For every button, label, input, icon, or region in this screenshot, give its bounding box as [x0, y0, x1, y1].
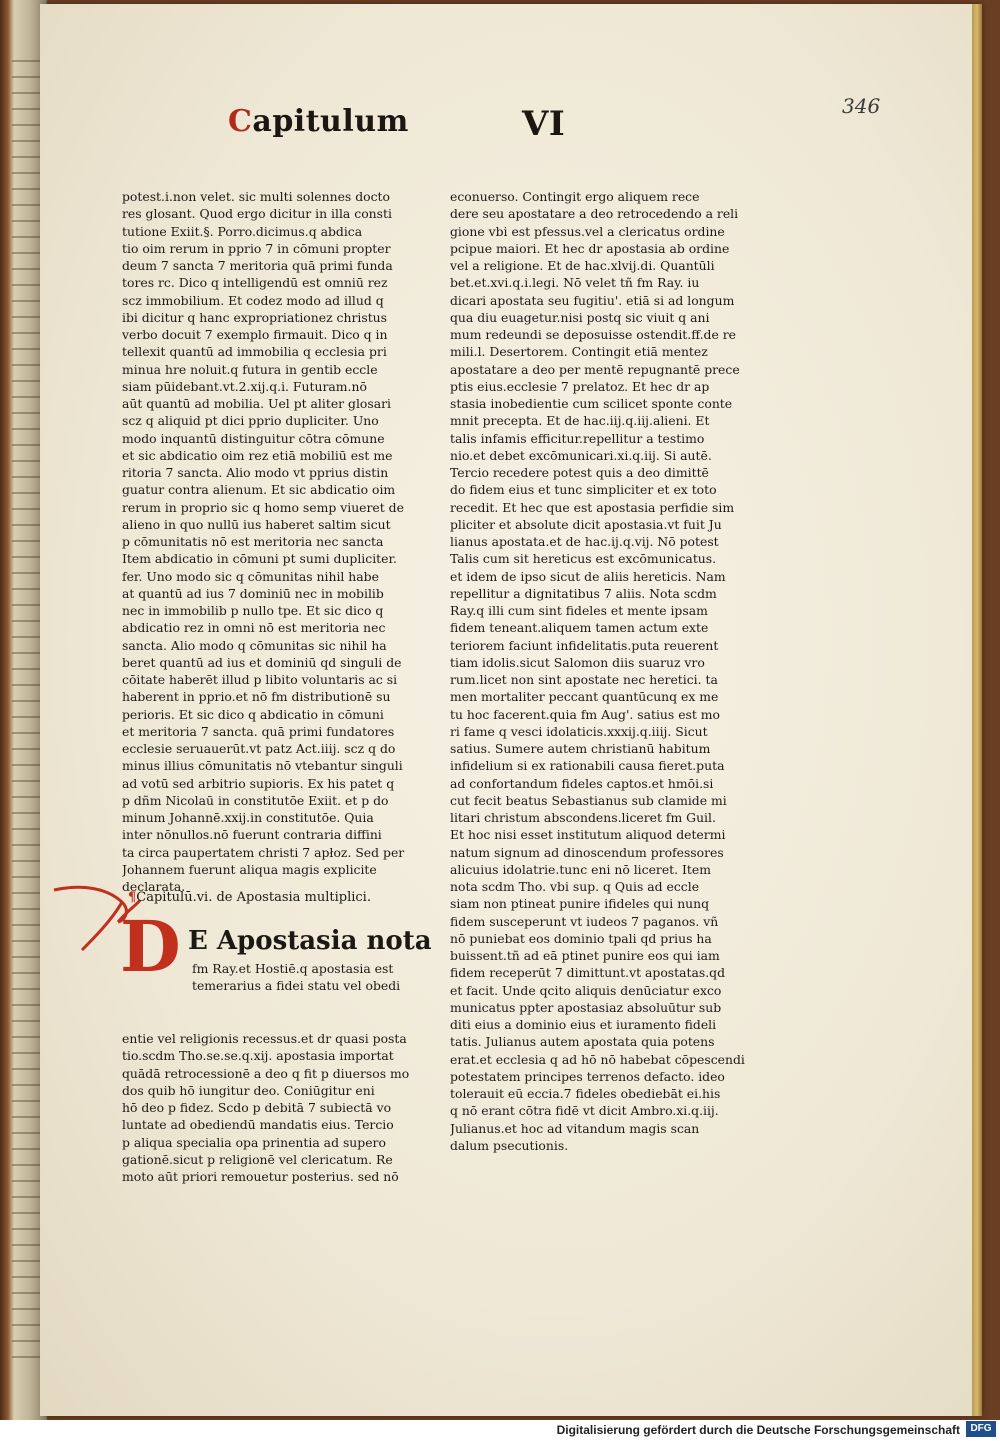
text-line: pcipue maiori. Et hec dr apostasia ab ordine [450, 240, 730, 256]
text-line: Talis cum sit hereticus est excōmunicatus. [450, 551, 717, 567]
text-line: Tercio recedere potest quis a deo dimittē [450, 465, 709, 480]
text-line: siam non ptineat punire ifideles qui nunq [450, 896, 710, 912]
pilcrow-mark: ¶ [128, 890, 137, 905]
text-line: recedit. Et hec que est apostasia perfidie sim [450, 499, 735, 515]
text-line: nec in immobilib p nullo tpe. Et sic dico q [122, 603, 384, 618]
text-line: talis infamis efficitur.repellitur a testimo [450, 430, 705, 446]
text-line: municatus ppter apostasiaz absoluūtur sub [450, 999, 722, 1015]
initial-adjacent-lines [192, 960, 432, 995]
left-column-continuation [122, 1030, 434, 1185]
text-line: et idem de ipso sicut de aliis hereticis. Nam [450, 568, 726, 584]
text-line: minua hre noluit.q futura in gentib eccle [122, 361, 378, 377]
text-line: gione vbi est pfessus.vel a clericatus ordine [450, 223, 725, 239]
text-line: natum signum ad dinoscendum professores [450, 844, 724, 860]
running-head-rest: apitulum [252, 104, 409, 139]
text-line: dicari apostata seu fugitiu'. etiā si ad longum [450, 292, 735, 308]
text-line: qua diu euagetur.nisi postq sic viuit q ani [450, 309, 710, 325]
text-line: siam pūidebant.vt.2.xij.q.i. Futuram.nō [122, 378, 367, 394]
text-line: repellitur a dignitatibus 7 aliis. Nota scdm [450, 585, 717, 601]
text-line: nota scdm Tho. vbi sup. q Quis ad eccle [450, 879, 700, 894]
text-line: beret quantū ad ius et dominiū qd singuli de [122, 654, 402, 670]
text-line: guatur contra alienum. Et sic abdicatio oim [122, 482, 396, 498]
text-line: erat.et ecclesia q ad hō nō habebat cōpescendi [450, 1051, 745, 1067]
text-line: luntate ad obediendū mandatis eius. Tercio [122, 1117, 394, 1133]
text-line: tellexit quantū ad immobilia q ecclesia pri [122, 344, 387, 360]
text-line: Johannem fuerunt aliqua magis explicite [122, 861, 377, 877]
text-line: infidelium si ex rationabili causa fieret.puta [450, 758, 725, 774]
text-line: entie vel religionis recessus.et dr quasi posta [122, 1031, 407, 1046]
text-line: at quantū ad ius 7 dominiū nec in mobilib [122, 585, 384, 601]
text-line: men mortaliter peccant quantūcunq ex me [450, 689, 719, 705]
text-line: pliciter et absolute dicit apostasia.vt fuit Ju [450, 516, 722, 532]
text-line: res glosant. Quod ergo dicitur in illa consti [122, 206, 392, 222]
text-line: p cōmunitatis nō est meritoria nec sancta [122, 534, 384, 549]
text-line: ptis eius.ecclesie 7 prelatoz. Et hec dr ap [450, 378, 710, 394]
text-line: Et hoc nisi esset institutum aliquod determi [450, 827, 726, 843]
text-line: ibi dicitur q hanc expropriationez christus [122, 309, 388, 325]
chapter-rubric-text: Capitulū.vi. de Apostasia multiplici. [136, 890, 371, 905]
chapter-opening-heading: E Apostasia nota [188, 926, 432, 956]
left-column [122, 188, 434, 895]
text-line: temerarius a fidei statu vel obedi [192, 978, 401, 994]
text-line: mili.l. Desertorem. Contingit etiā mentez [450, 344, 708, 360]
chapter-roman-numeral: VI [522, 104, 566, 144]
text-line: cōitate haberēt illud p libito voluntaris ac si [122, 672, 398, 687]
funding-credit: Digitalisierung gefördert durch die Deutsche Forschungsgemeinschaft [556, 1423, 960, 1437]
text-line: stasia inobedientie cum scilicet sponte conte [450, 396, 733, 411]
text-line: vel a religione. Et de hac.xlvij.di. Quantūli [450, 258, 715, 273]
text-line: tatis. Julianus autem apostata quia potens [450, 1034, 715, 1050]
right-column [450, 188, 755, 1154]
text-line: econuerso. Contingit ergo aliquem rece [450, 189, 700, 204]
text-line: tolerauit eū eccia.7 fideles obediebāt ei.his [450, 1086, 721, 1101]
text-line: q nō erant cōtra fidē vt dicit Ambro.xi.q.iij. [450, 1103, 719, 1119]
text-line: aūt quantū ad mobilia. Uel pt aliter glosari [122, 396, 392, 411]
text-line: potestatem principes terrenos defacto. ideo [450, 1068, 725, 1084]
text-line: tio.scdm Tho.se.se.q.xij. apostasia importat [122, 1048, 394, 1064]
text-line: perioris. Et sic dico q abdicatio in cōmuni [122, 706, 384, 722]
text-line: apostatare a deo per mentē repugnantē prece [450, 361, 740, 377]
text-line: do fidem eius et tunc simpliciter et ex toto [450, 482, 717, 498]
text-line: et meritoria 7 sancta. quā primi fundatores [122, 723, 395, 739]
text-line: dere seu apostatare a deo retrocedendo a reli [450, 206, 739, 222]
text-line: alicuius idolatrie.tunc eni nō liceret. Item [450, 861, 711, 877]
text-line: fer. Uno modo sic q cōmunitas nihil habe [122, 568, 379, 584]
running-head-title [228, 104, 409, 139]
text-line: p dñm Nicolaū in constitutōe Exiit. et p do [122, 792, 389, 808]
text-line: abdicatio rez in omni nō est meritoria nec [122, 620, 386, 636]
text-line: mnit precepta. Et de hac.iij.q.iij.alieni. Et [450, 413, 710, 429]
text-line: Item abdicatio in cōmuni pt sumi dupliciter. [122, 551, 397, 567]
text-line: hō deo p fidez. Scdo p debitā 7 subiectā vo [122, 1100, 392, 1115]
text-line: sancta. Alio modo q cōmunitas sic nihil ha [122, 637, 387, 653]
text-line: alieno in quo nullū ius haberet saltim sicut [122, 516, 391, 532]
text-line: fidem receperūt 7 dimittunt.vt apostatas.qd [450, 965, 726, 981]
text-line: buissent.tñ ad eā ptinet punire eos qui iam [450, 948, 720, 963]
text-line: rum.licet non sint apostate nec heretici. ta [450, 672, 718, 687]
text-line: minum Johannē.xxij.in constitutōe. Quia [122, 810, 374, 825]
text-line: cut fecit beatus Sebastianus sub clamide mi [450, 792, 727, 808]
text-line: potest.i.non velet. sic multi solennes docto [122, 189, 390, 204]
text-line: gationē.sicut p religionē vel clericatum. Re [122, 1151, 393, 1167]
folio-number: 346 [842, 94, 881, 118]
text-line: ecclesie seruauerūt.vt patz Act.iiij. scz q do [122, 741, 396, 756]
text-line: minus illius cōmunitatis nō vtebantur singuli [122, 758, 403, 774]
text-line: quādā retrocessionē a deo q fit p diuersos mo [122, 1065, 410, 1081]
text-line: tutione Exiit.§. Porro.dicimus.q abdica [122, 223, 363, 239]
text-line: modo inquantū distinguitur cōtra cōmune [122, 430, 385, 446]
text-line: diti eius a dominio eius et iuramento fideli [450, 1017, 717, 1032]
text-line: inter nōnullos.nō fuerunt contraria diffini [122, 827, 382, 843]
text-line: ritoria 7 sancta. Alio modo vt pprius distin [122, 465, 389, 480]
text-line: bet.et.xvi.q.i.legi. Nō velet tñ fm Ray. iu [450, 275, 700, 291]
text-line: declarata. [122, 879, 186, 894]
text-line: et sic abdicatio oim rez etiā mobiliū est me [122, 447, 393, 463]
text-line: lianus apostata.et de hac.ij.q.vij. Nō potest [450, 534, 719, 549]
text-line: litari christum abscondens.liceret fm Guil. [450, 810, 716, 825]
text-line: nō puniebat eos dominio tpali qd prius ha [450, 930, 712, 946]
text-line: tores rc. Dico q intelligendū est omniū rez [122, 275, 388, 291]
text-line: ad votū sed arbitrio supioris. Ex his patet q [122, 775, 395, 791]
text-line: scz q aliquid pt dici pprio dupliciter. Uno [122, 413, 379, 429]
text-line: dos quib hō iungitur deo. Coniūgitur eni [122, 1082, 375, 1098]
text-line: ad confortandum fideles captos.et hmōi.si [450, 775, 714, 791]
text-line: deum 7 sancta 7 meritoria quā primi funda [122, 258, 393, 273]
decorated-initial: D [120, 905, 181, 988]
dfg-logo: DFG [966, 1421, 996, 1437]
text-line: rerum in proprio sic q homo semp viueret de [122, 499, 404, 515]
text-line: dalum psecutionis. [450, 1137, 569, 1153]
text-line: tiam idolis.sicut Salomon diis suaruz vro [450, 654, 705, 670]
text-line: fidem susceperunt vt iudeos 7 paganos. vñ [450, 913, 719, 929]
gilt-edge [972, 4, 982, 1416]
page-stack-lines [12, 60, 42, 1360]
text-line: fidem teneant.aliquem tamen actum exte [450, 620, 709, 636]
text-line: teriorem faciunt infidelitatis.puta reuerent [450, 637, 719, 653]
text-line: haberent in pprio.et nō fm distributionē su [122, 689, 391, 705]
text-line: nio.et debet excōmunicari.xi.q.iij. Si autē. [450, 447, 712, 463]
text-line: ri fame q vesci idolaticis.xxxij.q.iiij. Sicut [450, 723, 708, 739]
text-line: tio oim rerum in pprio 7 in cōmuni propter [122, 240, 391, 256]
text-line: moto aūt priori remouetur posterius. sed nō [122, 1169, 399, 1184]
text-line: satius. Sumere autem christianū habitum [450, 741, 711, 756]
text-line: p aliqua specialia opa prinentia ad supero [122, 1134, 386, 1150]
text-line: scz immobilium. Et codez modo ad illud q [122, 292, 384, 308]
text-line: Julianus.et hoc ad vitandum magis scan [450, 1120, 700, 1136]
text-line: ta circa paupertatem christi 7 apłoz. Sed per [122, 844, 405, 860]
text-line: Ray.q illi cum sint fideles et mente ipsam [450, 603, 708, 618]
text-line: fm Ray.et Hostiē.q apostasia est [192, 961, 394, 976]
text-line: mum redeundi se deposuisse ostendit.ff.de re [450, 327, 736, 342]
text-line: tu hoc facerent.quia fm Aug'. satius est mo [450, 706, 721, 722]
running-head-initial: C [228, 104, 253, 139]
text-line: et facit. Unde qcito aliquis denūciatur exco [450, 982, 722, 998]
chapter-rubric [128, 890, 371, 905]
text-line: verbo docuit 7 exemplo firmauit. Dico q in [122, 327, 388, 342]
